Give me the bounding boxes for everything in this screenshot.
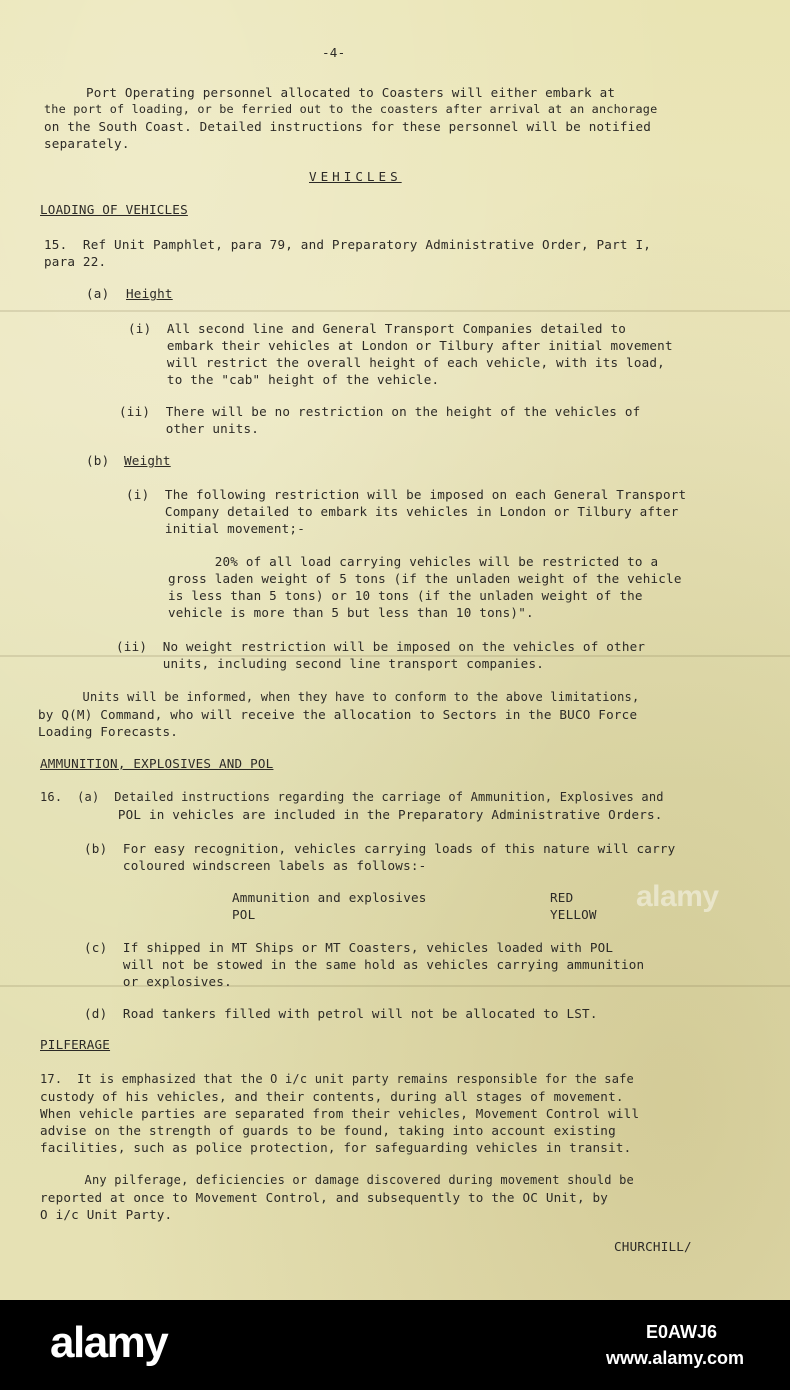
sub-b-label: (b)	[86, 453, 110, 468]
intro-line: separately.	[44, 136, 130, 151]
a-i-line: to the "cab" height of the vehicle.	[128, 372, 440, 387]
para-17-line: 17. It is emphasized that the O i/c unit party remains responsible for the safe	[40, 1072, 634, 1086]
footer-bar	[0, 1300, 790, 1390]
b-quote-line: vehicle is more than 5 but less than 10 tons)".	[168, 605, 534, 620]
pilferage-note-line: O i/c Unit Party.	[40, 1207, 173, 1222]
heading-pilferage: PILFERAGE	[40, 1037, 111, 1052]
para-16b-line: (b) For easy recognition, vehicles carrying loads of this nature will carry	[84, 841, 676, 856]
site-url: www.alamy.com	[606, 1348, 745, 1368]
para-17-line: When vehicle parties are separated from their vehicles, Movement Control will	[40, 1106, 640, 1121]
page-number: -4-	[322, 45, 346, 60]
image-id: E0AWJ6	[646, 1322, 718, 1342]
sub-b-title: Weight	[124, 453, 171, 468]
para-16c-line: will not be stowed in the same hold as vehicles carrying ammunition	[84, 957, 645, 972]
label-item: Ammunition and explosives	[232, 890, 427, 905]
sub-a-label: (a)	[86, 286, 110, 301]
sub-a-title: Height	[126, 286, 173, 301]
label-colour: RED	[550, 890, 574, 905]
para-15-line: para 22.	[44, 254, 107, 269]
b-quote-line: is less than 5 tons) or 10 tons (if the unladen weight of the	[168, 588, 643, 603]
para-16c-line: (c) If shipped in MT Ships or MT Coasters, vehicles loaded with POL	[84, 940, 614, 955]
a-ii-line: other units.	[119, 421, 260, 436]
units-line: Loading Forecasts.	[38, 724, 179, 739]
b-i-line: Company detailed to embark its vehicles in London or Tilbury after	[126, 504, 679, 519]
units-line: by Q(M) Command, who will receive the allocation to Sectors in the BUCO Force	[38, 707, 638, 722]
brand-logo: alamy	[50, 1318, 168, 1367]
b-i-line: (i) The following restriction will be imposed on each General Transport	[126, 487, 687, 502]
section-title: VEHICLES	[309, 169, 402, 184]
paper-fold	[0, 310, 790, 312]
para-16a-line: 16. (a) Detailed instructions regarding the carriage of Ammunition, Explosives and	[40, 790, 664, 804]
para-15-line: 15. Ref Unit Pamphlet, para 79, and Preparatory Administrative Order, Part I,	[44, 237, 652, 252]
units-line: Units will be informed, when they have to conform to the above limitations,	[38, 690, 640, 704]
para-17-line: facilities, such as police protection, for safeguarding vehicles in transit.	[40, 1140, 632, 1155]
label-colour: YELLOW	[550, 907, 597, 922]
b-i-line: initial movement;-	[126, 521, 305, 536]
intro-line: the port of loading, or be ferried out to the coasters after arrival at an anchorage	[44, 102, 658, 116]
pilferage-note-line: Any pilferage, deficiencies or damage discovered during movement should be	[40, 1173, 634, 1187]
pilferage-note-line: reported at once to Movement Control, and subsequently to the OC Unit, by	[40, 1190, 609, 1205]
a-i-line: embark their vehicles at London or Tilbury after initial movement	[128, 338, 673, 353]
a-i-line: will restrict the overall height of each vehicle, with its load,	[128, 355, 665, 370]
para-16c-line: or explosives.	[84, 974, 232, 989]
heading-ammunition: AMMUNITION, EXPLOSIVES AND POL	[40, 756, 274, 771]
para-16a-line: POL in vehicles are included in the Preparatory Administrative Orders.	[40, 807, 663, 822]
b-quote-line: 20% of all load carrying vehicles will be restricted to a	[168, 554, 659, 569]
b-ii-line: (ii) No weight restriction will be imposed on the vehicles of other	[116, 639, 646, 654]
intro-line: Port Operating personnel allocated to Coasters will either embark at	[86, 85, 616, 100]
para-17-line: advise on the strength of guards to be found, taking into account existing	[40, 1123, 616, 1138]
intro-line: on the South Coast. Detailed instructions for these personnel will be notified	[44, 119, 652, 134]
a-ii-line: (ii) There will be no restriction on the height of the vehicles of	[119, 404, 641, 419]
label-item: POL	[232, 907, 256, 922]
watermark: alamy	[636, 880, 719, 913]
b-quote-line: gross laden weight of 5 tons (if the unladen weight of the vehicle	[168, 571, 682, 586]
signoff: CHURCHILL/	[614, 1239, 692, 1254]
b-ii-line: units, including second line transport companies.	[116, 656, 545, 671]
heading-loading: LOADING OF VEHICLES	[40, 202, 188, 217]
para-17-line: custody of his vehicles, and their contents, during all stages of movement.	[40, 1089, 624, 1104]
para-16d-line: (d) Road tankers filled with petrol will not be allocated to LST.	[84, 1006, 598, 1021]
a-i-line: (i) All second line and General Transport Companies detailed to	[128, 321, 627, 336]
para-16b-line: coloured windscreen labels as follows:-	[84, 858, 427, 873]
